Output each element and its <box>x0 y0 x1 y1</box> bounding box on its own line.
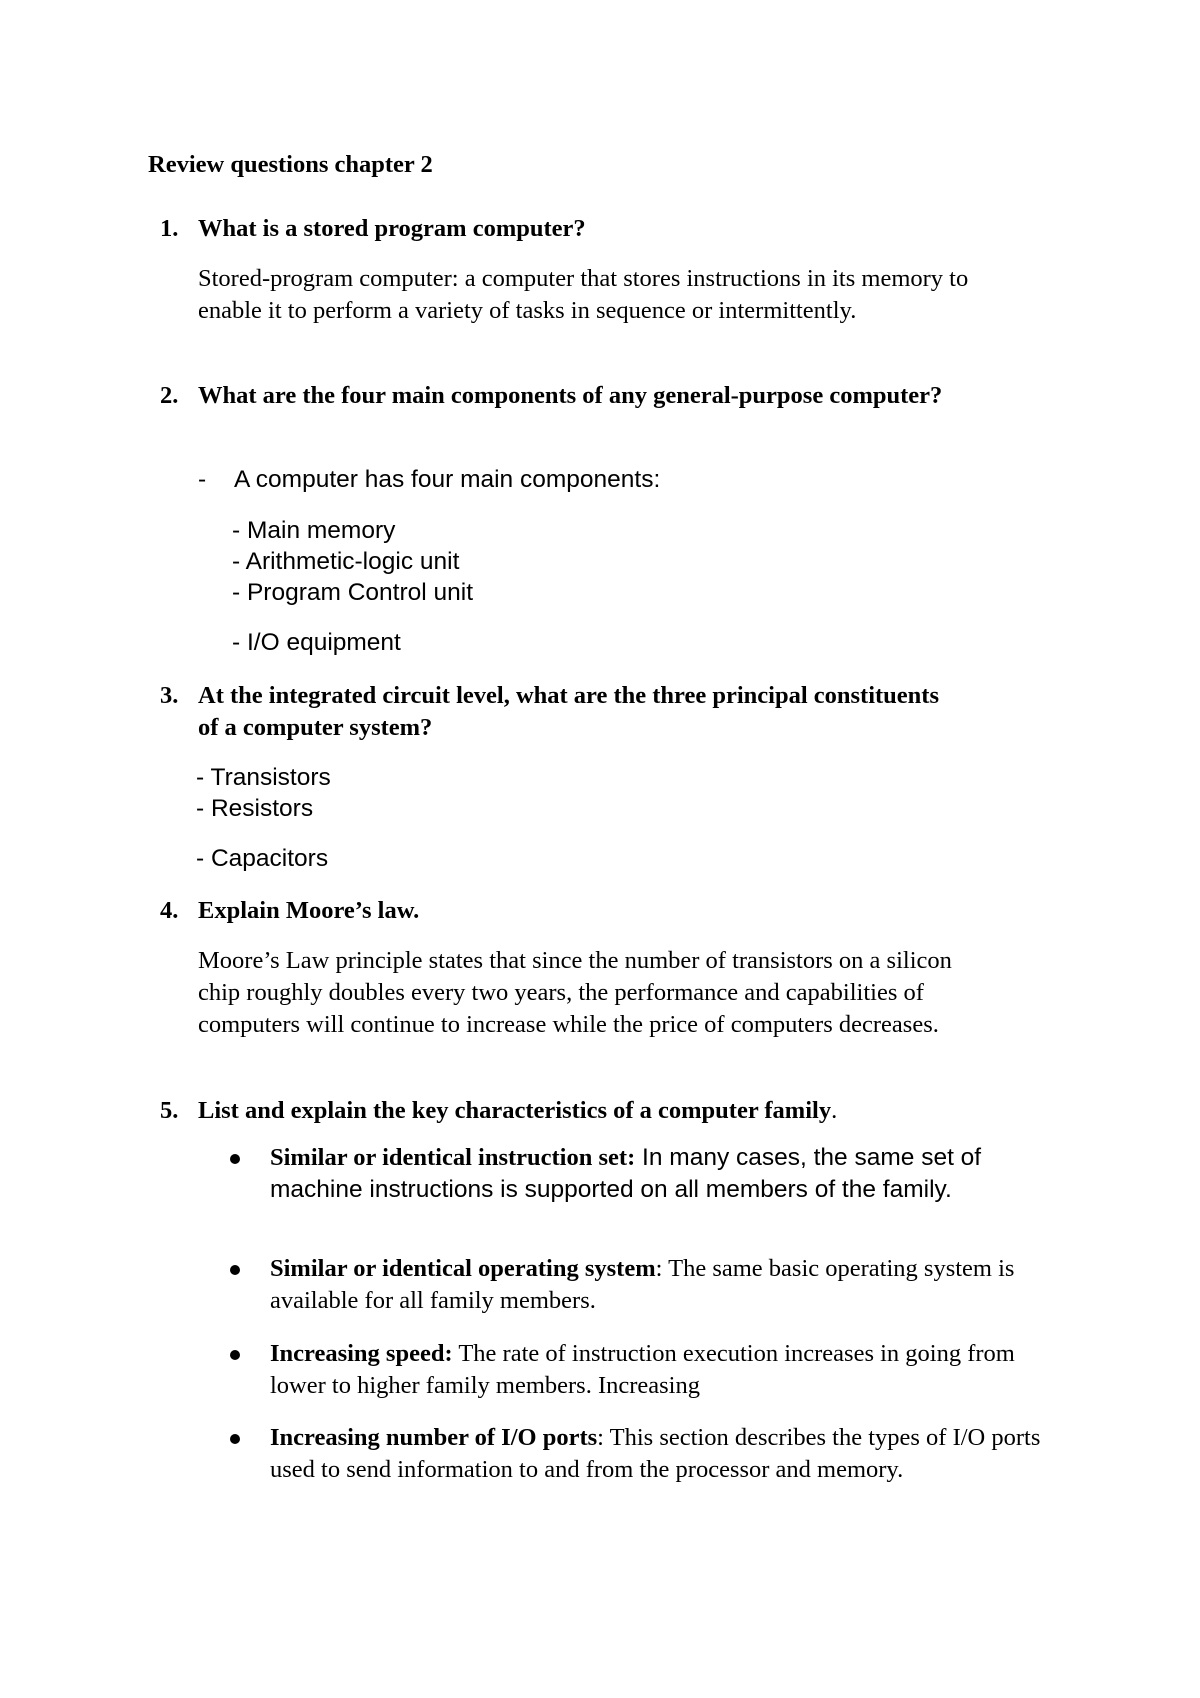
bullet-4-separator: : <box>597 1424 604 1451</box>
question-1-text: What is a stored program computer? <box>198 215 586 242</box>
bullet-3-text <box>270 1338 1040 1402</box>
bullet-2-separator: : <box>655 1255 663 1282</box>
question-5-number: 5. <box>160 1097 179 1124</box>
bullet-icon <box>230 1434 240 1444</box>
answer-2-item-io: - I/O equipment <box>232 629 401 656</box>
answer-2-intro: A computer has four main components: <box>234 466 661 493</box>
answer-3-item-capacitors: - Capacitors <box>196 845 329 872</box>
bullet-2-description: The same basic operating system is available for all family members. <box>270 1255 1015 1314</box>
answer-2-item-main-memory: - Main memory <box>232 517 396 544</box>
bullet-icon <box>230 1154 240 1164</box>
answer-2-dash: - <box>198 466 207 493</box>
bullet-2-term: Similar or identical operating system <box>270 1255 656 1282</box>
question-4-number: 4. <box>160 897 179 924</box>
question-3-text: At the integrated circuit level, what are the three principal constituents of a computer system? <box>198 682 940 741</box>
answer-2-item-alu: - Arithmetic-logic unit <box>232 548 460 575</box>
bullet-3-description: The rate of instruction execution increases in going from lower to higher family members. Increasing <box>270 1340 1015 1399</box>
bullet-3-term: Increasing speed: <box>270 1340 453 1367</box>
question-4-text: Explain Moore’s law. <box>198 897 420 924</box>
answer-1-text: Stored-program computer: a computer that stores instructions in its memory to enable it to perform a variety of tasks in sequence or intermittently. <box>198 265 969 324</box>
question-5-text <box>198 1095 988 1127</box>
bullet-1-separator: : <box>627 1144 636 1171</box>
bullet-1-term: Similar or identical instruction set <box>270 1144 628 1171</box>
question-3-number: 3. <box>160 682 179 709</box>
bullet-2-text <box>270 1253 1040 1317</box>
bullet-4-text <box>270 1422 1050 1486</box>
bullet-icon <box>230 1265 240 1275</box>
bullet-1-description: In many cases, the same set of machine instructions is supported on all members of the family. <box>270 1144 982 1203</box>
question-2-number: 2. <box>160 382 179 409</box>
question-5-period: . <box>831 1097 838 1124</box>
bullet-icon <box>230 1350 240 1360</box>
bullet-1-text <box>270 1142 1060 1206</box>
answer-3-item-resistors: - Resistors <box>196 795 314 822</box>
bullet-4-term: Increasing number of I/O ports <box>270 1424 598 1451</box>
answer-2-item-control-unit: - Program Control unit <box>232 579 474 606</box>
answer-4-text: Moore’s Law principle states that since the number of transistors on a silicon chip roughly doubles every two years, the performance and capabilities of computers will continue to increase while the price of computers decreases. <box>198 947 952 1038</box>
bullet-4-description: This section describes the types of I/O ports used to send information to and from the processor and memory. <box>270 1424 1041 1483</box>
question-2-text: What are the four main components of any general-purpose computer? <box>198 382 943 409</box>
question-1-number: 1. <box>160 215 179 242</box>
answer-3-item-transistors: - Transistors <box>196 764 331 791</box>
page-title: Review questions chapter 2 <box>148 151 433 178</box>
question-5-label: List and explain the key characteristics of a computer family <box>198 1097 832 1124</box>
